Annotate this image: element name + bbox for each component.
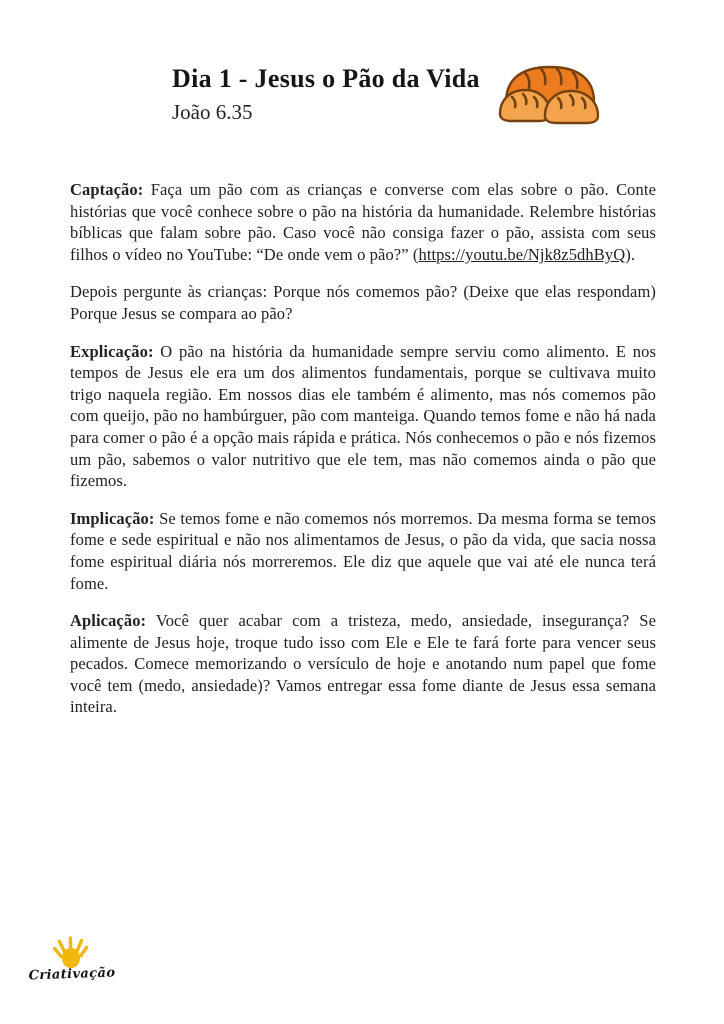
explicacao-text: O pão na história da humanidade sempre serviu como alimento. E nos tempos de Jesus ele era um dos alimentos fundamentais, porque se cultivava muito trigo naquela região. Em nossos dias ele também é alimento, mas nós comemos pão com queijo, pão no hambúrguer, pão com manteiga. Quando temos fome e não há nada para comer o pão é a opção mais rápida e prática. Nós conhecemos o pão e nós fizemos um pão, sabemos o valor nutritivo que ele tem, mas não comemos ainda o pão que fizemos.	[70, 341, 656, 491]
paragraph-aplicacao	[70, 610, 656, 718]
paragraph-implicacao	[70, 508, 656, 594]
aplicacao-text: Você quer acabar com a tristeza, medo, ansiedade, insegurança? Se alimente de Jesus hoje, troque tudo isso com Ele e Ele te fará forte para vencer seus pecados. Comece memorizando o versículo de hoje e anotando num papel que fome você tem (medo, ansiedade)? Vamos entregar essa fome diante de Jesus essa semana inteira.	[70, 611, 656, 717]
bread-illustration	[496, 58, 604, 128]
lesson-body	[70, 179, 656, 734]
captacao-text-end: ).	[625, 244, 636, 264]
implicacao-text: Se temos fome e não comemos nós morremos. Da mesma forma se temos fome e sede espiritual e não nos alimentamos de Jesus, o pão da vida, que sacia nossa fome espiritual diária nós morreremos. Ele diz que aquele que vai até ele nunca terá fome.	[70, 508, 656, 593]
paragraph-captacao	[70, 179, 656, 265]
paragraph-pergunta	[70, 281, 656, 324]
logo-text: Criativação	[28, 965, 116, 984]
section-label-captacao: Captação:	[70, 180, 144, 199]
bread-loaves-icon	[496, 58, 604, 128]
section-label-aplicacao: Aplicação:	[70, 611, 147, 631]
criativacao-logo	[27, 933, 115, 984]
paragraph-explicacao	[70, 341, 656, 492]
captacao-text: Faça um pão com as crianças e converse com elas sobre o pão. Conte histórias que você conhece sobre o pão na história da humanidade. Relembre histórias bíblicas que falam sobre pão. Caso você não consiga fazer o pão, assista com seus filhos o vídeo no YouTube: “De onde vem o pão?” (	[70, 180, 656, 264]
youtube-link[interactable]: https://youtu.be/Njk8z5dhByQ	[418, 244, 626, 264]
title-block	[172, 63, 480, 126]
section-label-implicacao: Implicação:	[70, 508, 155, 528]
pergunta-text: Depois pergunte às crianças: Porque nós comemos pão? (Deixe que elas respondam) Porque Jesus se compara ao pão?	[70, 282, 656, 323]
page-title: Dia 1 - Jesus o Pão da Vida	[172, 64, 480, 93]
hand-icon	[51, 933, 90, 970]
scripture-reference: João 6.35	[172, 100, 253, 124]
section-label-explicacao: Explicação:	[70, 341, 154, 361]
